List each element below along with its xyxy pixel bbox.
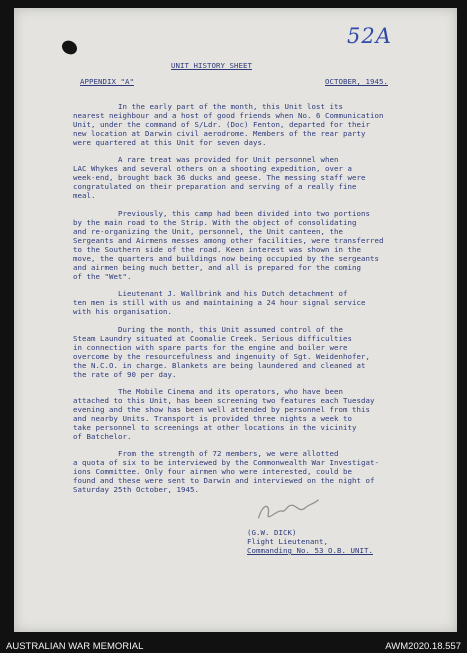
paragraph-line: take personnel to screenings at other locations in the vicinity	[73, 423, 357, 432]
paragraph-line: ions Committee. Only four airmen who were interested, could be	[73, 467, 352, 476]
paragraph-line: were quartered at this Unit for seven days.	[73, 138, 267, 147]
sheet-title: UNIT HISTORY SHEET	[171, 61, 252, 70]
paragraph-line: the rate of 90 per day.	[73, 370, 177, 379]
paragraph-line: Steam Laundry situated at Coomalie Creek. Serious difficulties	[73, 334, 352, 343]
paragraph-line: Unit, under the command of S/Ldr. (Doc) Fenton, departed for their	[73, 120, 370, 129]
archive-reference: AWM2020.18.557	[385, 641, 461, 652]
paragraph-line: During the month, this Unit assumed control of the	[73, 325, 343, 334]
paragraph-line: evening and the show has been well attended by personnel from this	[73, 405, 370, 414]
paragraph-line: and airmen being much better, and all is prepared for the coming	[73, 263, 361, 272]
paragraph-line: move, the quarters and buildings now being occupied by the sergeants	[73, 254, 379, 263]
paragraph-line: overcome by the resourcefulness and ingenuity of Sgt. Weidenhofer,	[73, 352, 370, 361]
signatory-command: Commanding No. 53 O.B. UNIT.	[247, 546, 373, 555]
paragraph-line: A rare treat was provided for Unit personnel when	[73, 155, 339, 164]
paragraph-line: week-end, brought back 36 ducks and geese. The messing staff were	[73, 173, 366, 182]
paragraph-line: nearest neighbour and a host of good friends when No. 6 Communication	[73, 111, 384, 120]
paragraph-line: new location at Darwin civil aerodrome. Members of the rear party	[73, 129, 366, 138]
paragraph-line: in connection with spare parts for the engine and boiler were	[73, 343, 348, 352]
appendix-label: APPENDIX "A"	[80, 77, 134, 86]
paragraph-line: of Batchelor.	[73, 432, 132, 441]
paragraph-line: ten men is still with us and maintaining a 24 hour signal service	[73, 298, 366, 307]
paragraph-line: From the strength of 72 members, we were allotted	[73, 449, 339, 458]
paragraph-line: a quota of six to be interviewed by the Commonwealth War Investigat-	[73, 458, 379, 467]
paragraph-line: of the "Wet".	[73, 272, 132, 281]
paragraph-line: LAC Whykes and several others on a shooting expedition, over a	[73, 164, 352, 173]
paragraph-line: by the main road to the Strip. With the object of consolidating	[73, 218, 357, 227]
paragraph-line: the N.C.O. in charge. Blankets are being laundered and cleaned at	[73, 361, 366, 370]
handwritten-signature	[252, 493, 325, 531]
paragraph-line: The Mobile Cinema and its operators, who have been	[73, 387, 343, 396]
signatory-rank: Flight Lieutenant,	[247, 537, 328, 546]
punch-hole	[59, 38, 79, 57]
paragraph-line: meal.	[73, 191, 96, 200]
document-date: OCTOBER, 1945.	[325, 77, 388, 86]
paragraph-line: and nearby Units. Transport is provided three nights a week to	[73, 414, 352, 423]
signatory-name: (G.W. DICK)	[247, 528, 297, 537]
paragraph-line: found and these were sent to Darwin and interviewed on the night of	[73, 476, 375, 485]
paragraph-line: Previously, this camp had been divided into two portions	[73, 209, 370, 218]
archive-name: AUSTRALIAN WAR MEMORIAL	[6, 641, 144, 652]
paragraph-line: with his organisation.	[73, 307, 172, 316]
paragraph-line: Saturday 25th October, 1945.	[73, 485, 199, 494]
paragraph-line: Lieutenant J. Wallbrink and his Dutch detachment of	[73, 289, 348, 298]
paragraph-line: In the early part of the month, this Unit lost its	[73, 102, 343, 111]
paragraph-line: Sergeants and Airmens messes among other facilities, were transferred	[73, 236, 384, 245]
paragraph-line: and re-organizing the Unit, personnel, the Unit canteen, the	[73, 227, 343, 236]
paragraph-line: attached to this Unit, has been screening two features each Tuesday	[73, 396, 375, 405]
archive-footer	[0, 632, 467, 653]
document-page	[14, 8, 457, 632]
paragraph-line: to the Southern side of the road. Keen interest was shown in the	[73, 245, 361, 254]
reference-number: 52A	[347, 24, 392, 48]
paragraph-line: congratulated on their preparation and serving of a really fine	[73, 182, 357, 191]
